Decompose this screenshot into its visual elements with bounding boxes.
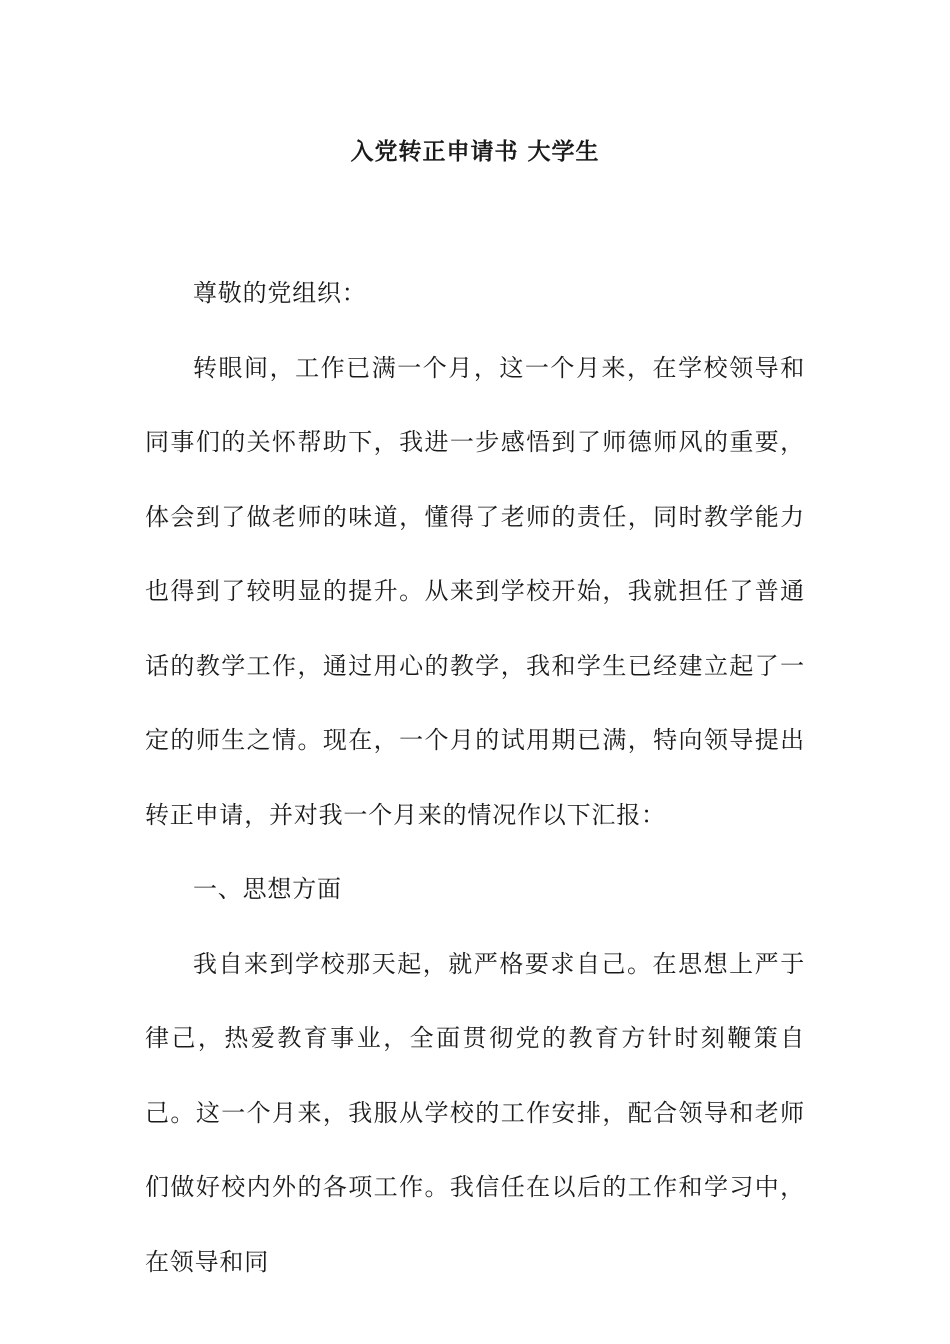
paragraph-intro: 转眼间，工作已满一个月，这一个月来，在学校领导和同事们的关怀帮助下，我进一步感悟到了师德师风的重要，体会到了做老师的味道，懂得了老师的责任，同时教学能力也得到了较明显的提升。从来到学校开始，我就担任了普通话的教学工作，通过用心的教学，我和学生已经建立起了一定的师生之情。现在，一个月的试用期已满，特向领导提出转正申请，并对我一个月来的情况作以下汇报： — [145, 353, 805, 829]
salutation: 尊敬的党组织： — [193, 279, 367, 307]
document-title: 入党转正申请书 大学生 — [350, 139, 600, 165]
section-heading-thought: 一、思想方面 — [193, 875, 342, 903]
document-body — [145, 256, 805, 1299]
paragraph-thought: 我自来到学校那天起，就严格要求自己。在思想上严于律己，热爱教育事业，全面贯彻党的教育方针时刻鞭策自己。这一个月来，我服从学校的工作安排，配合领导和老师们做好校内外的各项工作。我信任在以后的工作和学习中，在领导和同 — [145, 949, 805, 1276]
